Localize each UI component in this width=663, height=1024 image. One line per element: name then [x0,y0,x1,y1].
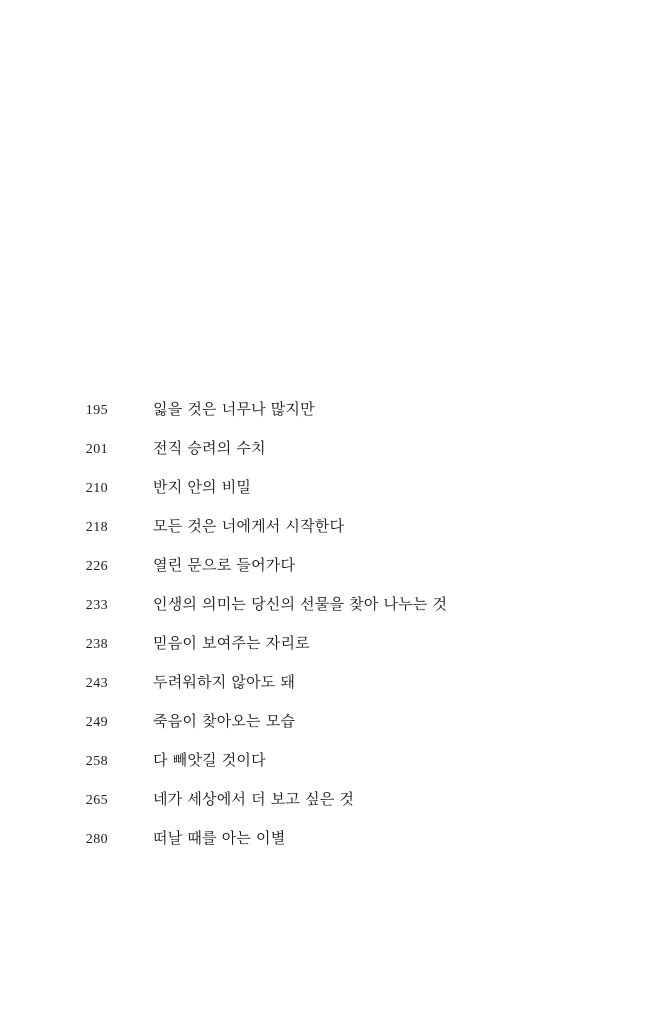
toc-entry[interactable] [0,398,663,437]
toc-entry[interactable] [0,515,663,554]
toc-entry-title: 네가 세상에서 더 보고 싶은 것 [153,790,355,808]
toc-entry[interactable] [0,554,663,593]
toc-page-number: 238 [85,637,108,652]
toc-entry-title: 반지 안의 비밀 [153,478,252,496]
toc-entry-title: 두려워하지 않아도 돼 [153,673,296,691]
toc-entry[interactable] [0,749,663,788]
toc-entry-title: 인생의 의미는 당신의 선물을 찾아 나누는 것 [153,595,448,613]
toc-page-number: 243 [85,676,108,691]
toc-entry[interactable] [0,593,663,632]
toc-page-number: 201 [85,442,108,457]
toc-entry-title: 죽음이 찾아오는 모습 [153,712,296,730]
toc-entry-title: 열린 문으로 들어가다 [153,556,296,574]
toc-page-number: 258 [85,754,108,769]
toc-entry[interactable] [0,710,663,749]
toc-entry-title: 떠날 때를 아는 이별 [153,829,286,847]
toc-entry[interactable] [0,788,663,827]
toc-page-number: 249 [85,715,108,730]
toc-entry[interactable] [0,437,663,476]
toc-entry-title: 잃을 것은 너무나 많지만 [153,400,315,418]
toc-entry[interactable] [0,671,663,710]
toc-entry-title: 다 빼앗길 것이다 [153,751,266,769]
toc-page-number: 265 [85,793,108,808]
toc-page-number: 218 [85,520,108,535]
toc-entry-title: 믿음이 보여주는 자리로 [153,634,310,652]
toc-page-number: 280 [85,832,108,847]
toc-entry[interactable] [0,632,663,671]
toc-page-number: 210 [85,481,108,496]
table-of-contents [0,398,663,866]
toc-page-number: 226 [85,559,108,574]
toc-page-number: 233 [85,598,108,613]
toc-entry[interactable] [0,827,663,866]
toc-page-number: 195 [85,403,108,418]
toc-entry[interactable] [0,476,663,515]
toc-entry-title: 전직 승려의 수치 [153,439,266,457]
toc-entry-title: 모든 것은 너에게서 시작한다 [153,517,345,535]
